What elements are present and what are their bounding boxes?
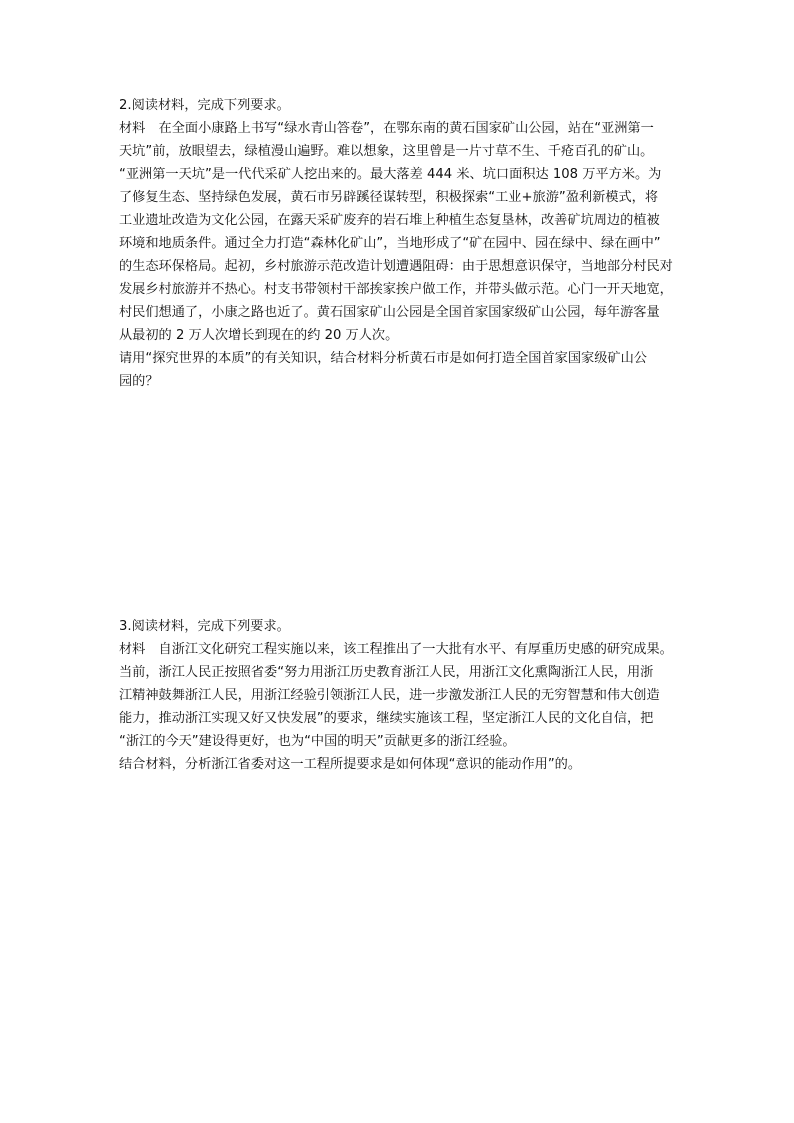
question-3-heading: 3.阅读材料，完成下列要求。 (119, 619, 290, 634)
question-3-material-line: 江精神鼓舞浙江人民，用浙江经验引领浙江人民，进一步激发浙江人民的无穷智慧和伟大创造 (119, 688, 660, 703)
question-3-material-line: “浙江的今天”建设得更好，也为“中国的明天”贡献更多的浙江经验。 (119, 734, 516, 749)
question-3-material-line: 材料 自浙江文化研究工程实施以来，该工程推出了一大批有水平、有厚重历史感的研究成果。 (119, 642, 673, 657)
question-2-material-line: “亚洲第一天坑”是一代代采矿人挖出来的。最大落差 444 米、坑口面积达 108 万平方米。为 (119, 167, 662, 182)
question-2 (119, 94, 705, 393)
question-3-material-line: 能力，推动浙江实现又好又快发展”的要求，继续实施该工程，坚定浙江人民的文化自信，把 (119, 711, 654, 726)
question-2-material-line: 发展乡村旅游并不热心。村支书带领村干部挨家挨户做工作，并带头做示范。心门一开天地宽， (119, 282, 673, 297)
question-3 (119, 615, 705, 776)
question-2-material-line: 环境和地质条件。通过全力打造“森林化矿山”，当地形成了“矿在园中、园在绿中、绿在画中” (119, 236, 661, 251)
question-2-prompt-line: 园的？ (119, 374, 159, 389)
question-3-prompt-line: 结合材料，分析浙江省委对这一工程所提要求是如何体现“意识的能动作用”的。 (119, 757, 582, 772)
question-2-material-line: 从最初的 2 万人次增长到现在的约 20 万人次。 (119, 328, 399, 343)
question-2-material-line: 材料 在全面小康路上书写“绿水青山答卷”，在鄂东南的黄石国家矿山公园，站在“亚洲第一 (119, 121, 654, 136)
question-2-material-line: 村民们想通了，小康之路也近了。黄石国家矿山公园是全国首家国家级矿山公园，每年游客量 (119, 305, 660, 320)
question-2-heading: 2.阅读材料，完成下列要求。 (119, 98, 290, 113)
question-2-prompt-line: 请用“探究世界的本质”的有关知识，结合材料分析黄石市是如何打造全国首家国家级矿山公 (119, 351, 647, 366)
question-3-material-line: 当前，浙江人民正按照省委“努力用浙江历史教育浙江人民，用浙江文化熏陶浙江人民，用浙 (119, 665, 654, 680)
question-2-material-line: 的生态环保格局。起初，乡村旅游示范改造计划遭遇阻碍：由于思想意识保守，当地部分村民对 (119, 259, 673, 274)
question-2-material-line: 了修复生态、坚持绿色发展，黄石市另辟蹊径谋转型，积极探索“工业+旅游”盈利新模式，将 (119, 190, 659, 205)
question-2-material-line: 天坑”前，放眼望去，绿植漫山遍野。难以想象，这里曾是一片寸草不生、千疮百孔的矿山。 (119, 144, 654, 159)
question-2-material-line: 工业遗址改造为文化公园，在露天采矿废弃的岩石堆上种植生态复垦林，改善矿坑周边的植被 (119, 213, 660, 228)
